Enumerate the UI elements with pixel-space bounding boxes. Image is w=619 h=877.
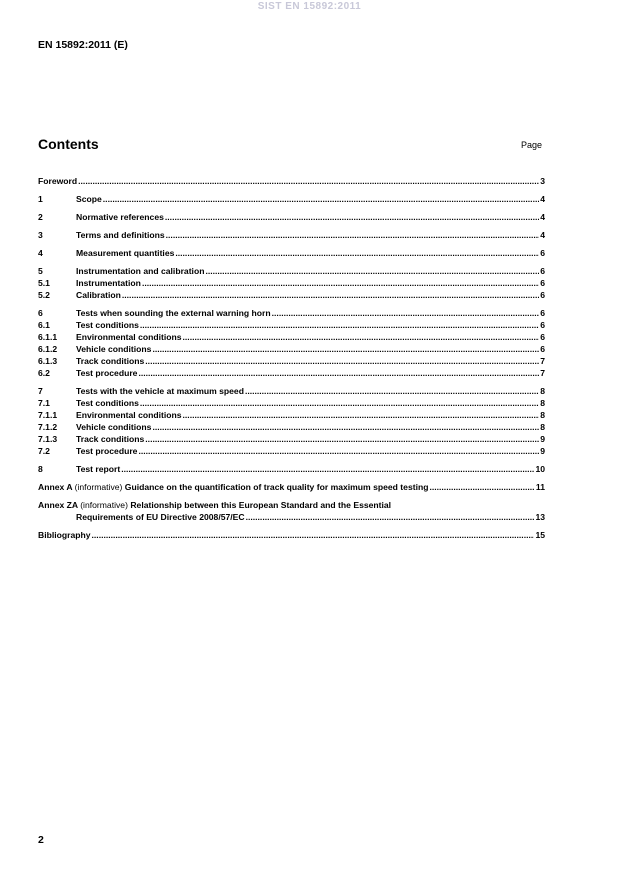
annex-za-label: Annex ZA bbox=[38, 500, 78, 510]
annex-za-title-line1: Relationship between this European Standard and the Essential bbox=[130, 500, 392, 510]
toc-entry-title: Instrumentation and calibration bbox=[76, 266, 205, 276]
toc-entry-title: Track conditions bbox=[76, 434, 145, 444]
dot-leader bbox=[272, 307, 540, 319]
toc-bibliography[interactable] bbox=[38, 529, 545, 541]
contents-title: Contents bbox=[38, 136, 99, 152]
annex-a-info: (informative) bbox=[74, 482, 123, 492]
annex-za-page: 13 bbox=[535, 512, 545, 522]
toc-entry-page: 4 bbox=[540, 194, 545, 204]
toc-entry[interactable] bbox=[38, 277, 545, 289]
toc-entry-title: Track conditions bbox=[76, 356, 145, 366]
toc-entry[interactable] bbox=[38, 385, 545, 397]
toc-entry-page: 9 bbox=[540, 434, 545, 444]
toc-entry-page: 9 bbox=[540, 446, 545, 456]
toc-entry-page: 10 bbox=[535, 464, 545, 474]
toc-entry[interactable] bbox=[38, 229, 545, 241]
toc-entry-number: 5.2 bbox=[38, 290, 50, 300]
toc-entry-page: 4 bbox=[540, 230, 545, 240]
toc-entry[interactable] bbox=[38, 307, 545, 319]
toc-entry[interactable] bbox=[38, 343, 545, 355]
toc-entry[interactable] bbox=[38, 367, 545, 379]
toc-entry-number: 3 bbox=[38, 230, 43, 240]
page-number: 2 bbox=[38, 834, 44, 846]
toc-entry-number: 6.1.3 bbox=[38, 356, 58, 366]
toc-entry-number: 2 bbox=[38, 212, 43, 222]
toc-entry-number: 7.1.2 bbox=[38, 422, 58, 432]
dot-leader bbox=[175, 247, 539, 259]
toc-entry-title: Test conditions bbox=[76, 398, 139, 408]
toc-entry-number: 7.1.3 bbox=[38, 434, 58, 444]
dot-leader bbox=[78, 175, 539, 187]
toc-entry[interactable] bbox=[38, 319, 545, 331]
toc-entry-number: 6.2 bbox=[38, 368, 50, 378]
toc-entry-number: 7 bbox=[38, 386, 43, 396]
toc-entry[interactable] bbox=[38, 289, 545, 301]
annex-a-page: 11 bbox=[535, 482, 545, 492]
toc-entry-number: 5 bbox=[38, 266, 43, 276]
toc-entry[interactable] bbox=[38, 331, 545, 343]
toc-entry-title: Normative references bbox=[76, 212, 164, 222]
toc-entry-number: 7.2 bbox=[38, 446, 50, 456]
dot-leader bbox=[152, 421, 539, 433]
annex-a-label: Annex A bbox=[38, 482, 73, 492]
toc-entry[interactable] bbox=[38, 265, 545, 277]
toc-annex-a[interactable] bbox=[38, 481, 545, 493]
toc-entry-page: 8 bbox=[540, 386, 545, 396]
toc-entry-page: 6 bbox=[540, 290, 545, 300]
toc-entry-page: 6 bbox=[540, 344, 545, 354]
toc-entry-page: 6 bbox=[540, 320, 545, 330]
watermark: SIST EN 15892:2011 bbox=[257, 1, 362, 12]
toc-entry[interactable] bbox=[38, 247, 545, 259]
toc-annex-za[interactable] bbox=[38, 499, 545, 523]
toc-entry-number: 6.1.2 bbox=[38, 344, 58, 354]
dot-leader bbox=[145, 433, 539, 445]
annex-a-title: Guidance on the quantification of track quality for maximum speed testing bbox=[124, 482, 429, 492]
toc-entry[interactable] bbox=[38, 409, 545, 421]
dot-leader bbox=[145, 355, 539, 367]
dot-leader bbox=[140, 319, 539, 331]
toc-entry-title: Calibration bbox=[76, 290, 121, 300]
toc-entry[interactable] bbox=[38, 211, 545, 223]
toc-entry-page: 6 bbox=[540, 266, 545, 276]
toc-entry-title: Environmental conditions bbox=[76, 332, 182, 342]
dot-leader bbox=[103, 193, 539, 205]
toc-entry-title: Test report bbox=[76, 464, 121, 474]
toc-entry-page: 6 bbox=[540, 248, 545, 258]
toc-entry-page: 4 bbox=[540, 212, 545, 222]
toc-entry[interactable] bbox=[38, 421, 545, 433]
toc-entry-number: 6.1 bbox=[38, 320, 50, 330]
dot-leader bbox=[429, 481, 534, 493]
toc-entry-title: Test procedure bbox=[76, 446, 138, 456]
toc-entry-title: Instrumentation bbox=[76, 278, 141, 288]
toc-entry-title: Vehicle conditions bbox=[76, 422, 152, 432]
toc-entry-page: 8 bbox=[540, 398, 545, 408]
toc-entry-title: Foreword bbox=[38, 176, 78, 186]
dot-leader bbox=[138, 445, 539, 457]
toc-entry-title: Measurement quantities bbox=[76, 248, 175, 258]
toc-entry-page: 6 bbox=[540, 332, 545, 342]
toc-entry-title: Tests with the vehicle at maximum speed bbox=[76, 386, 244, 396]
toc-entry-title: Terms and definitions bbox=[76, 230, 165, 240]
toc-entry-page: 6 bbox=[540, 308, 545, 318]
toc-entry-number: 6.1.1 bbox=[38, 332, 58, 342]
toc-entry-title: Scope bbox=[76, 194, 102, 204]
toc-entry[interactable] bbox=[38, 193, 545, 205]
dot-leader bbox=[246, 511, 535, 523]
dot-leader bbox=[245, 385, 539, 397]
toc-entry[interactable] bbox=[38, 433, 545, 445]
toc-entry-number: 7.1 bbox=[38, 398, 50, 408]
dot-leader bbox=[92, 529, 535, 541]
annex-za-info: (informative) bbox=[80, 500, 128, 510]
dot-leader bbox=[183, 409, 540, 421]
dot-leader bbox=[152, 343, 539, 355]
toc-entry[interactable] bbox=[38, 397, 545, 409]
toc-entry-title: Test procedure bbox=[76, 368, 138, 378]
toc-entry-page: 7 bbox=[540, 368, 545, 378]
toc-entries bbox=[38, 175, 545, 475]
bibliography-title: Bibliography bbox=[38, 530, 91, 540]
page-column-heading: Page bbox=[521, 140, 543, 150]
toc-entry-title: Vehicle conditions bbox=[76, 344, 152, 354]
table-of-contents bbox=[38, 175, 545, 541]
dot-leader bbox=[165, 211, 539, 223]
toc-entry-page: 6 bbox=[540, 278, 545, 288]
dot-leader bbox=[122, 289, 539, 301]
toc-entry-number: 7.1.1 bbox=[38, 410, 58, 420]
dot-leader bbox=[205, 265, 539, 277]
dot-leader bbox=[142, 277, 539, 289]
toc-entry-page: 3 bbox=[540, 176, 545, 186]
document-id: EN 15892:2011 (E) bbox=[38, 39, 128, 51]
toc-entry-number: 4 bbox=[38, 248, 43, 258]
toc-entry-title: Test conditions bbox=[76, 320, 139, 330]
dot-leader bbox=[183, 331, 540, 343]
bibliography-page: 15 bbox=[535, 530, 545, 540]
toc-entry[interactable] bbox=[38, 463, 545, 475]
toc-entry-page: 8 bbox=[540, 410, 545, 420]
toc-entry-number: 1 bbox=[38, 194, 43, 204]
toc-entry-number: 5.1 bbox=[38, 278, 50, 288]
toc-entry-title: Environmental conditions bbox=[76, 410, 182, 420]
toc-entry[interactable] bbox=[38, 355, 545, 367]
dot-leader bbox=[140, 397, 539, 409]
toc-entry-number: 8 bbox=[38, 464, 43, 474]
toc-entry[interactable] bbox=[38, 445, 545, 457]
toc-entry[interactable] bbox=[38, 175, 545, 187]
toc-entry-number: 6 bbox=[38, 308, 43, 318]
dot-leader bbox=[138, 367, 539, 379]
toc-entry-title: Tests when sounding the external warning horn bbox=[76, 308, 271, 318]
dot-leader bbox=[121, 463, 534, 475]
toc-entry-page: 8 bbox=[540, 422, 545, 432]
annex-za-title-line2: Requirements of EU Directive 2008/57/EC bbox=[76, 512, 245, 522]
toc-entry-page: 7 bbox=[540, 356, 545, 366]
dot-leader bbox=[166, 229, 540, 241]
